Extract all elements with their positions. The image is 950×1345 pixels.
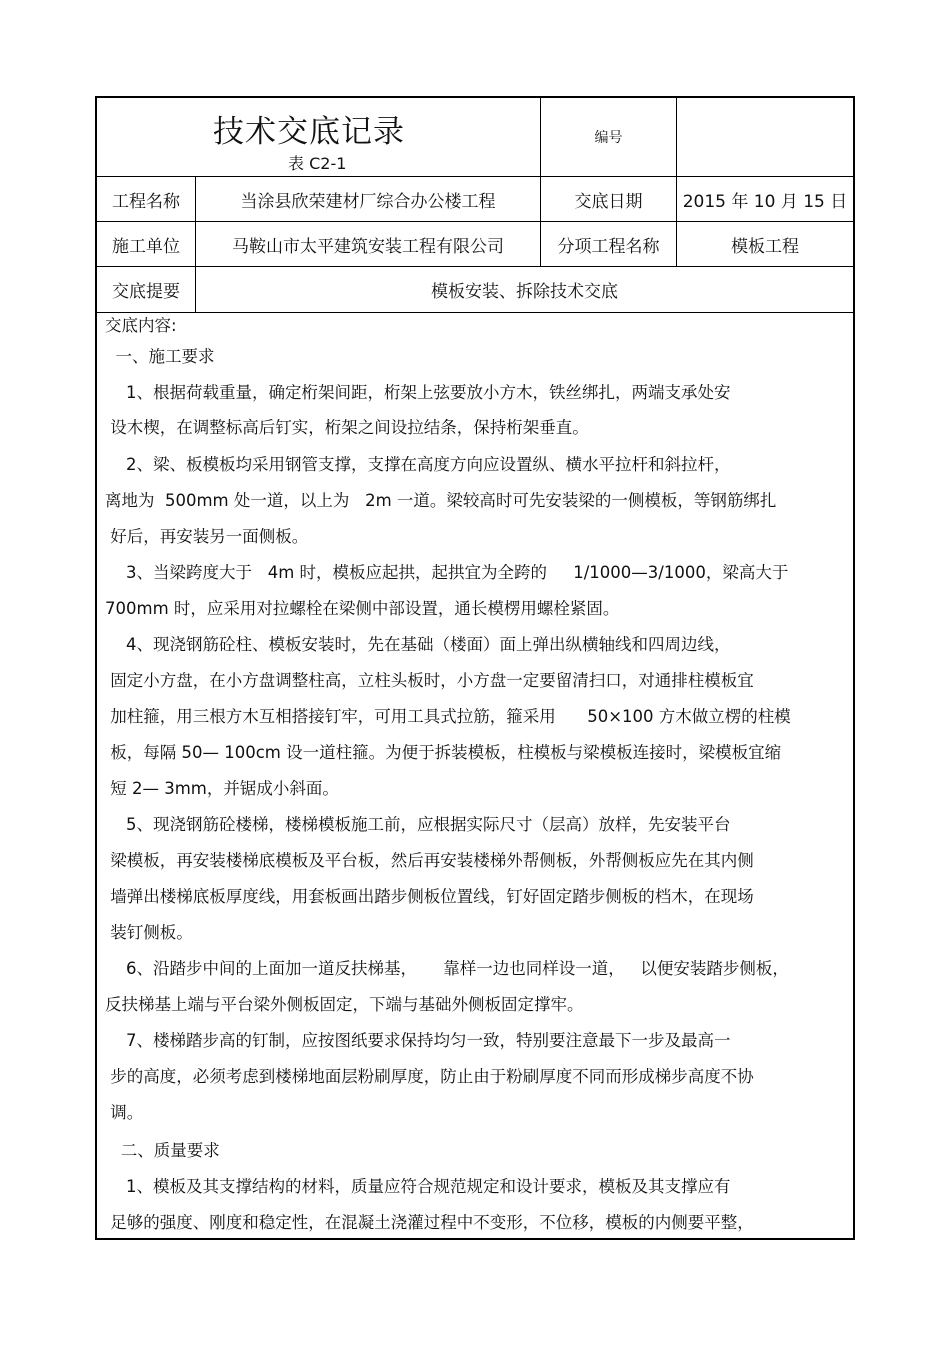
content-line: 1、模板及其支撑结构的材料，质量应符合规范规定和设计要求，模板及其支撑应有 bbox=[105, 1177, 731, 1196]
content-line: 好后，再安装另一面侧板。 bbox=[105, 527, 309, 546]
content-line: 短 2— 3mm，并锯成小斜面。 bbox=[105, 779, 339, 798]
content-line: 装钉侧板。 bbox=[105, 923, 193, 942]
content-line: 梁模板，再安装楼梯底模板及平台板，然后再安装楼梯外帮侧板，外帮侧板应先在其内侧 bbox=[105, 851, 754, 870]
content-line: 4、现浇钢筋砼柱、模板安装时，先在基础（楼面）面上弹出纵横轴线和四周边线， bbox=[105, 635, 731, 654]
date-label: 交底日期 bbox=[574, 191, 643, 212]
subproject-label: 分项工程名称 bbox=[557, 236, 660, 257]
content-line: 加柱箍，用三根方木互相搭接钉牢，可用工具式拉筋，箍采用 50×100 方木做立楞的柱模 bbox=[105, 707, 791, 726]
date-value: 2015 年 10 月 15 日 bbox=[682, 191, 848, 212]
code-value bbox=[677, 98, 853, 176]
contractor-value: 马鞍山市太平建筑安装工程有限公司 bbox=[232, 236, 504, 257]
content-line: 设木楔，在调整标高后钉实，桁架之间设拉结条，保持桁架垂直。 bbox=[105, 418, 589, 437]
content-line: 调。 bbox=[105, 1103, 144, 1122]
content-line: 一、施工要求 bbox=[105, 347, 215, 366]
content-line: 固定小方盘，在小方盘调整柱高，立柱头板时，小方盘一定要留清扫口，对通排柱模板宜 bbox=[105, 671, 754, 690]
content-line: 3、当梁跨度大于 4m 时，模板应起拱，起拱宜为全跨的 1/1000—3/1000，梁高大于 bbox=[105, 563, 789, 582]
summary-value: 模板安装、拆除技术交底 bbox=[431, 282, 618, 302]
content-line: 墙弹出楼梯底板厚度线，用套板画出踏步侧板位置线，钉好固定踏步侧板的档木，在现场 bbox=[105, 887, 754, 906]
content-line: 二、质量要求 bbox=[105, 1141, 220, 1160]
content-line: 700mm 时，应采用对拉螺栓在梁侧中部设置，通长模楞用螺栓紧固。 bbox=[105, 599, 620, 618]
content-line: 足够的强度、刚度和稳定性，在混凝土浇灌过程中不变形，不位移，模板的内侧要平整， bbox=[105, 1213, 754, 1232]
contractor-label: 施工单位 bbox=[112, 236, 180, 257]
summary-label: 交底提要 bbox=[112, 282, 180, 302]
content-line: 步的高度，必须考虑到楼梯地面层粉刷厚度，防止由于粉刷厚度不同而形成梯步高度不协 bbox=[105, 1067, 754, 1086]
content-line: 2、梁、板模板均采用钢管支撑，支撑在高度方向应设置纵、横水平拉杆和斜拉杆， bbox=[105, 455, 731, 474]
page-title: 技术交底记录 bbox=[213, 114, 405, 150]
form-number: 表 C2-1 bbox=[288, 154, 347, 173]
content-heading: 交底内容: bbox=[105, 316, 177, 335]
content-line: 1、根据荷载重量，确定桁架间距，桁架上弦要放小方木，铁丝绑扎，两端支承处安 bbox=[105, 383, 731, 402]
code-label: 编号 bbox=[594, 130, 623, 146]
content-line: 7、楼梯踏步高的钉制，应按图纸要求保持均匀一致，特别要注意最下一步及最高一 bbox=[105, 1031, 731, 1050]
disclosure-form bbox=[95, 96, 855, 1240]
row-divider bbox=[97, 312, 853, 313]
project-name-value: 当涂县欣荣建材厂综合办公楼工程 bbox=[240, 191, 496, 212]
content-line: 离地为 500mm 处一道，以上为 2m 一道。梁较高时可先安装梁的一侧模板，等钢筋绑扎 bbox=[105, 491, 777, 510]
content-line: 反扶梯基上端与平台梁外侧板固定，下端与基础外侧板固定撑牢。 bbox=[105, 995, 584, 1014]
project-name-label: 工程名称 bbox=[112, 191, 180, 212]
subproject-value: 模板工程 bbox=[731, 236, 799, 257]
content-line: 板，每隔 50— 100cm 设一道柱箍。为便于拆装模板，柱模板与梁模板连接时，梁模板宜缩 bbox=[105, 743, 782, 762]
content-line: 6、沿踏步中间的上面加一道反扶梯基， 靠样一边也同样设一道， 以便安装踏步侧板， bbox=[105, 959, 789, 978]
content-line: 5、现浇钢筋砼楼梯，楼梯模板施工前，应根据实际尺寸（层高）放样，先安装平台 bbox=[105, 815, 731, 834]
